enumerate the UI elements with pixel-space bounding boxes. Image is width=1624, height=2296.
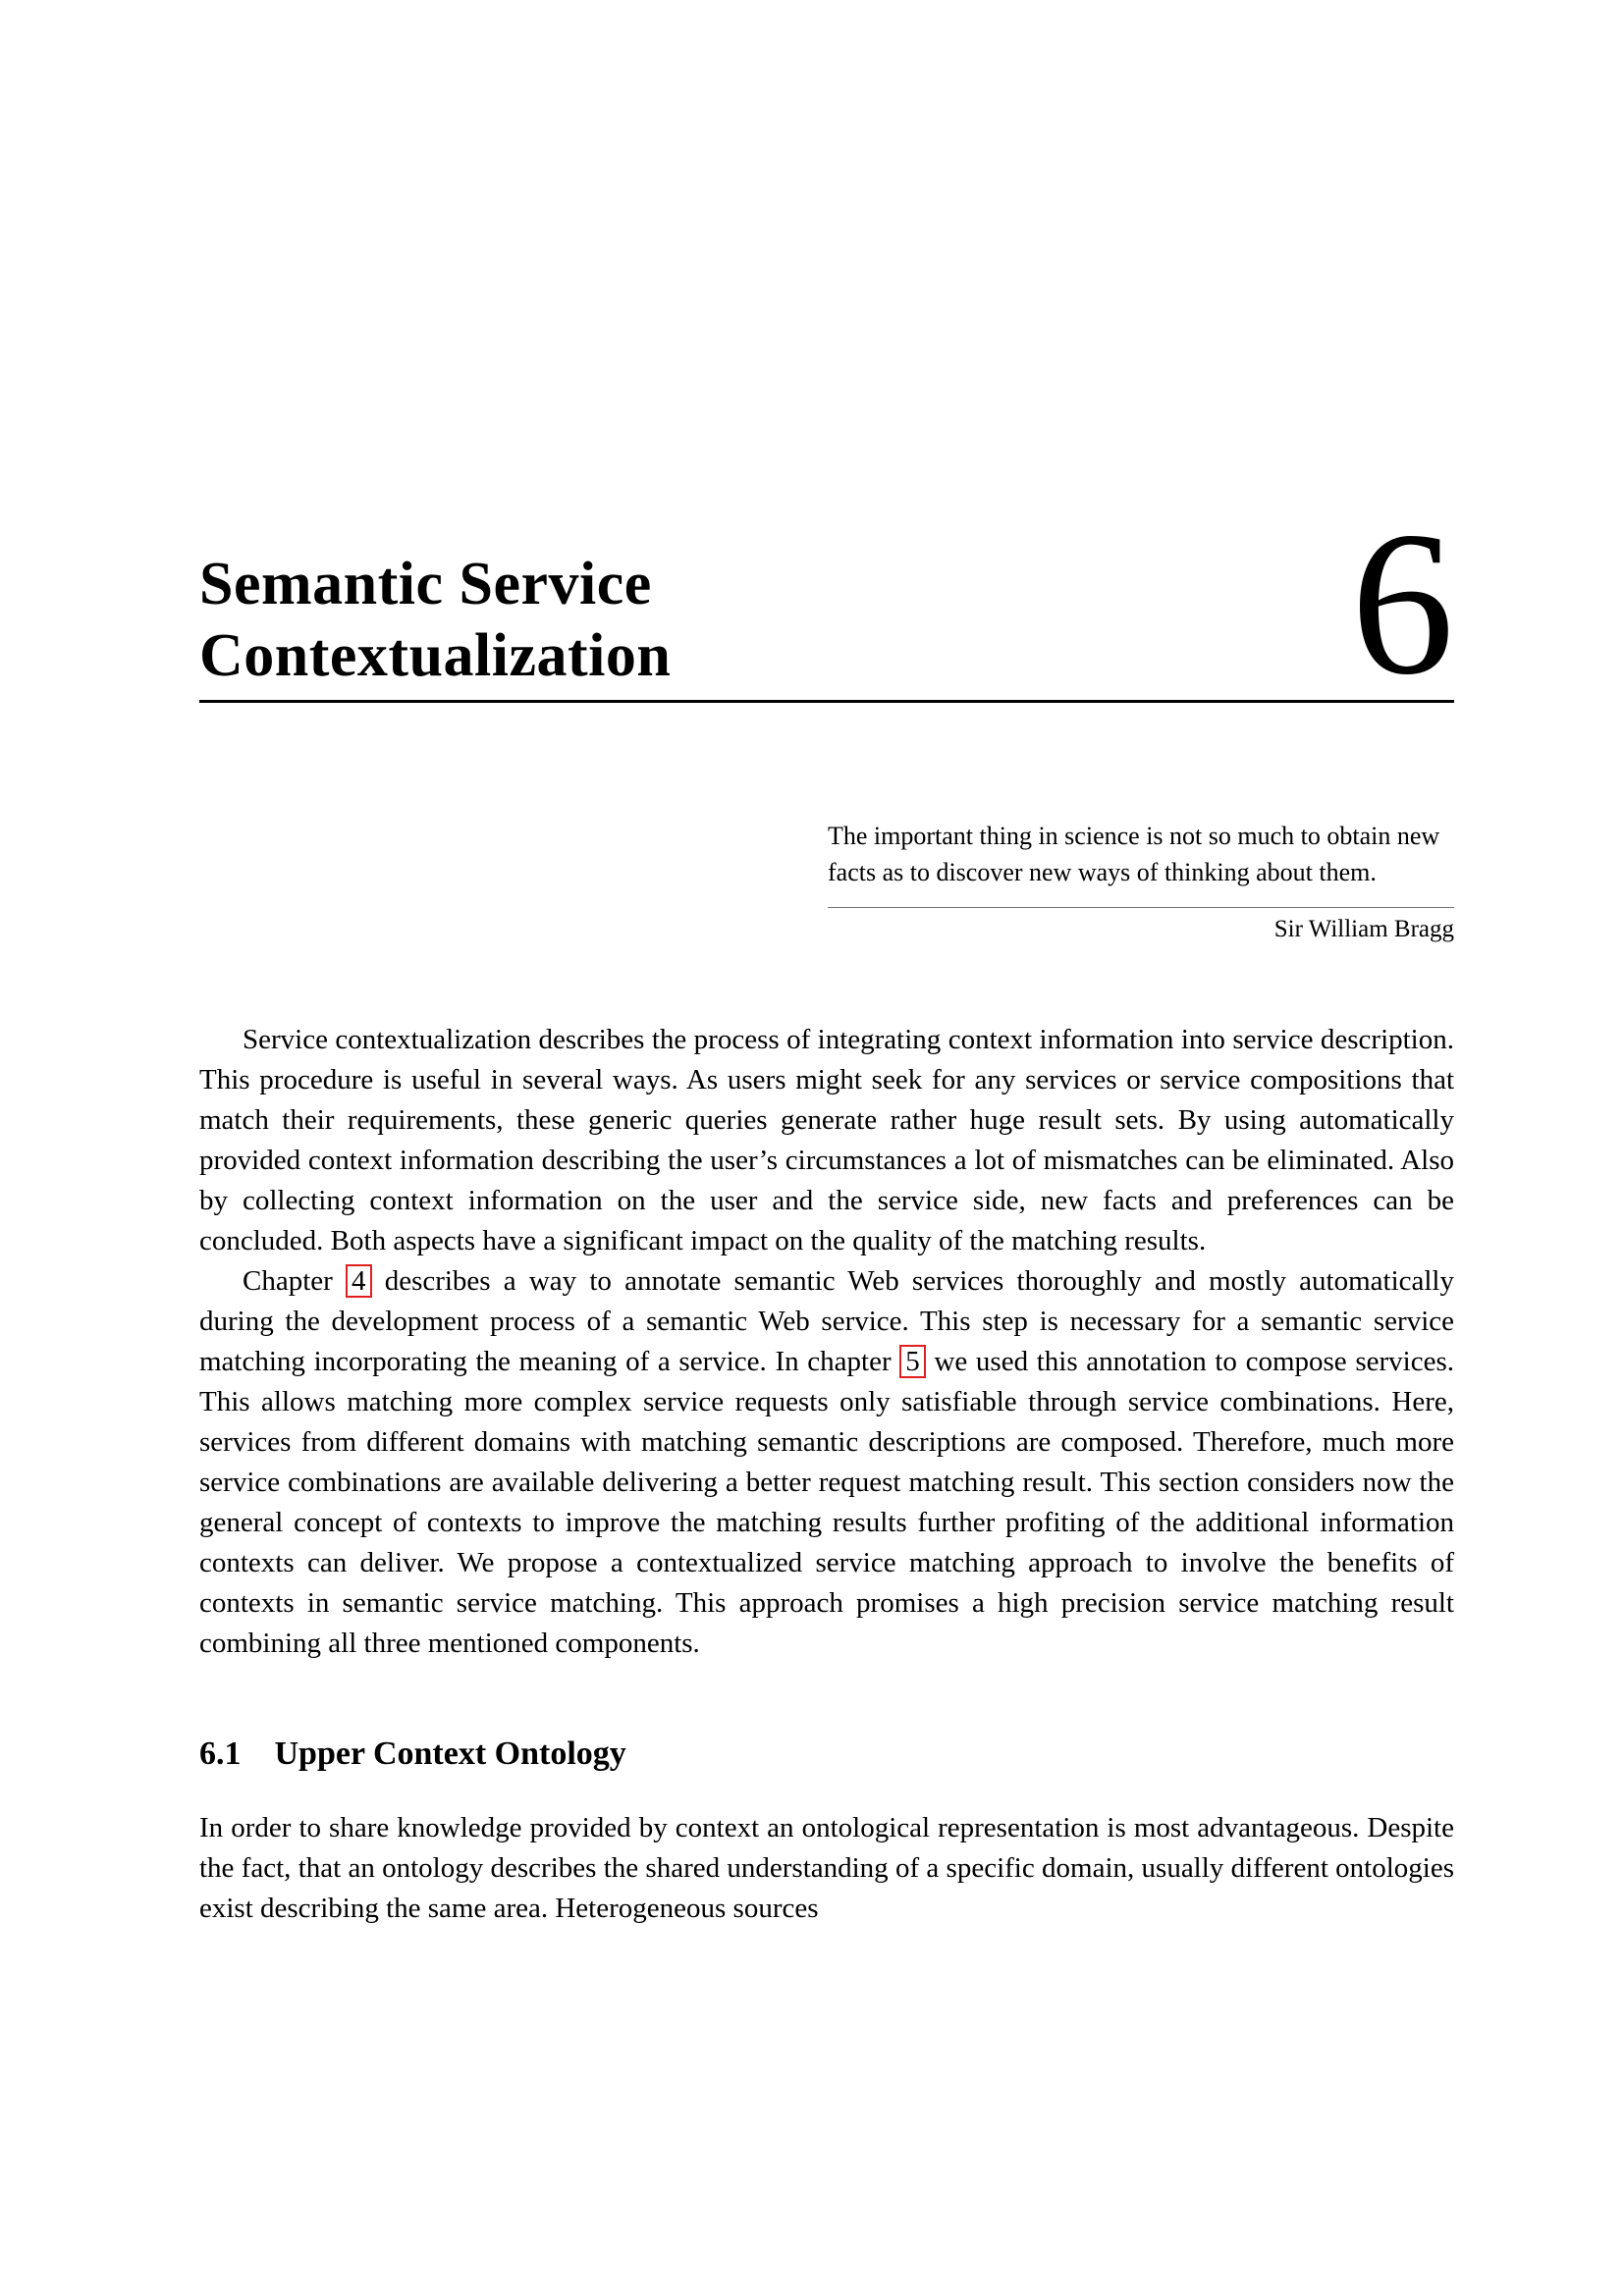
chapter-title [199, 549, 671, 692]
chapter-title-line-2: Contextualization [199, 622, 672, 690]
chapter-title-line-1: Semantic Service [199, 550, 652, 617]
epigraph-block [828, 819, 1454, 943]
paragraph-2-segment-1: Chapter [243, 1265, 346, 1297]
paragraph-1: Service contextualization describes the process of integrating context information into service description. This procedure is useful in several ways. As users might seek for any services or service compositions that match their requirements, these generic queries generate rather huge result sets. By using automatically provided context information describing the user’s circumstances a lot of mismatches can be eliminated. Also by collecting context information on the user and the service side, new facts and preferences can be concluded. Both aspects have a significant impact on the quality of the matching results. [199, 1024, 1454, 1256]
section-6-1-text [199, 1808, 1454, 1929]
epigraph-quote: The important thing in science is not so much to obtain new facts as to discover new ways of thinking about them. [828, 822, 1440, 887]
chapter-intro-text [199, 1020, 1454, 1664]
epigraph-divider [828, 907, 1454, 908]
chapter-5-reference-link[interactable]: 5 [899, 1345, 926, 1378]
paragraph-3: In order to share knowledge provided by context an ontological representation is most advantageous. Despite the fact, that an ontology describes the shared understanding of a specific domain, usually different ontologies exist describing the same area. Heterogeneous sources [199, 1811, 1454, 1924]
section-heading-6-1 [199, 1735, 1454, 1775]
paragraph-2 [199, 1261, 1454, 1664]
paragraph-2-segment-2: describes a way to annotate semantic Web services thoroughly and mostly automatically during the development process of a semantic Web service. This step is necessary for a semantic service matching incorporating the meaning of a service. In chapter [199, 1265, 1454, 1377]
section-number: 6.1 [199, 1735, 242, 1772]
epigraph-attribution: Sir William Bragg [1273, 916, 1454, 942]
chapter-4-reference-link[interactable]: 4 [346, 1264, 372, 1298]
chapter-header [199, 490, 1454, 718]
chapter-number: 6 [1351, 490, 1454, 718]
section-title: Upper Context Ontology [274, 1735, 626, 1772]
paragraph-2-segment-3: we used this annotation to compose services. This allows matching more complex service requests only satisfiable through service combinations. Here, services from different domains with matching semantic descriptions are composed. Therefore, much more service combinations are available delivering a better request matching result. This section considers now the general concept of contexts to improve the matching results further profiting of the additional information contexts can deliver. We propose a contextualized service matching approach to involve the benefits of contexts in semantic service matching. This approach promises a high precision service matching result combining all three mentioned components. [199, 1346, 1454, 1659]
